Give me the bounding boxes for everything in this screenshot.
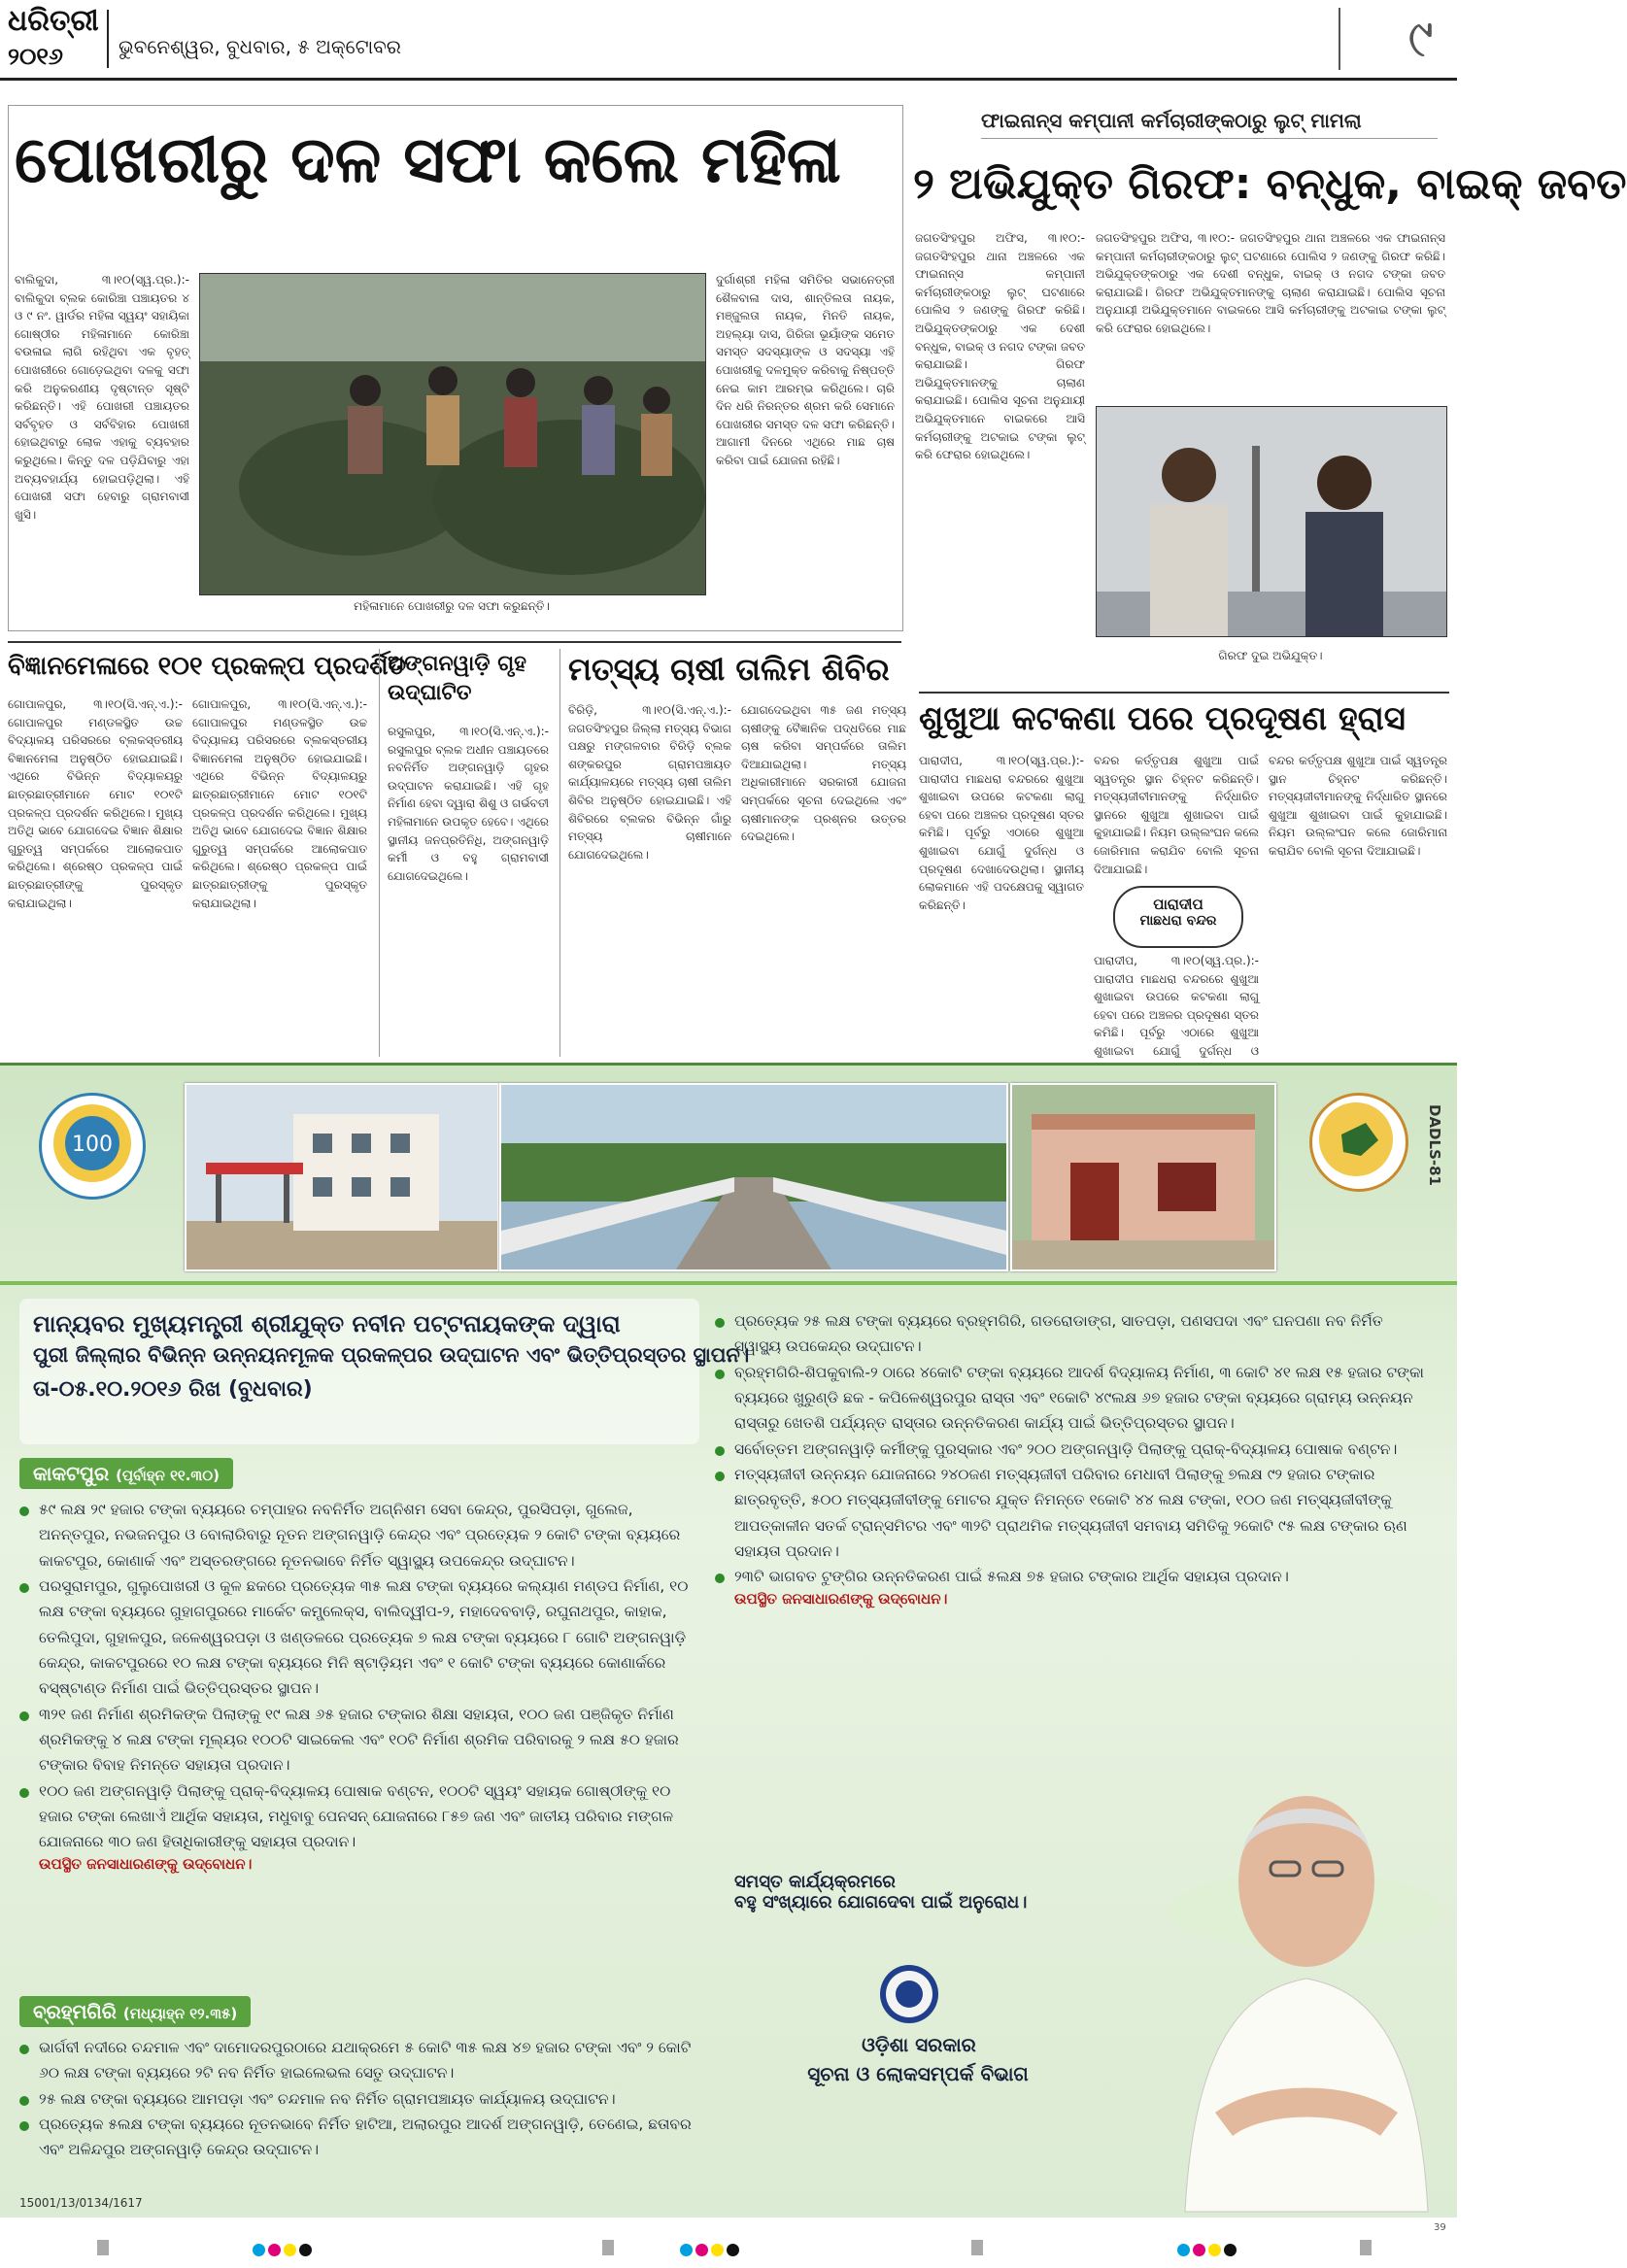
dateline: ଭୁବନେଶ୍ୱର, ବୁଧବାର, ୫ ଅକ୍ଟୋବର xyxy=(119,35,401,58)
accused-persons-image xyxy=(1097,407,1446,636)
health-centre-building-image xyxy=(186,1085,497,1269)
story-photo xyxy=(1096,406,1447,637)
ad-bullet-item xyxy=(19,1497,699,1574)
bullet-dot-icon xyxy=(715,1370,725,1379)
ad-section-kakatpur xyxy=(19,1458,699,1873)
ad-bullet-item xyxy=(715,1564,1434,1589)
story-headline: ଶୁଖୁଆ କଟକଣା ପରେ ପ୍ରଦୂଷଣ ହ୍ରାସ xyxy=(919,699,1406,738)
bridge-photo xyxy=(499,1083,1008,1271)
ad-bullet-item xyxy=(19,2086,699,2112)
pullquote-badge xyxy=(1113,886,1243,948)
section-place: ବ୍ରହ୍ମଗିରି xyxy=(33,2000,117,2023)
registration-mark xyxy=(97,2240,109,2255)
request-line2: ବହୁ ସଂଖ୍ୟାରେ ଯୋଗଦେବା ପାଇଁ ଅନୁରୋଧ। xyxy=(734,1892,1028,1913)
story-science-fair xyxy=(8,649,407,1057)
building-photo xyxy=(185,1083,499,1271)
story-headline: ପୋଖରୀରୁ ଦଳ ସଫା କଲେ ମହିଳା xyxy=(15,122,841,197)
ad-side-code: DADLS-81 xyxy=(1426,1104,1443,1186)
story-body-col2: ଗୋପାଳପୁର, ୩।୧୦(ସି.ଏନ୍.ଏ.):- ଗୋପାଳପୁର ମଣ୍ଡଳସ୍ଥିତ ଉଚ୍ଚ ବିଦ୍ୟାଳୟ ପରିସରରେ ବ୍ଲକସ୍ତରୀୟ ବିଜ୍ଞାନମେଳା ଅନୁଷ୍ଠିତ ହୋଇଯାଇଛି। ଏଥିରେ ବିଭିନ୍ନ ବିଦ୍ୟାଳୟରୁ ଛାତ୍ରଛାତ୍ରୀମାନେ ମୋଟ ୧୦୧ଟି ପ୍ରକଳ୍ପ ପ୍ରଦର୍ଶନ କରିଥିଲେ। ମୁଖ୍ୟ ଅତିଥି ଭାବେ ଯୋଗଦେଇ ବିଜ୍ଞାନ ଶିକ୍ଷାର ଗୁରୁତ୍ୱ ସମ୍ପର୍କରେ ଆଲୋକପାତ କରିଥିଲେ। ଶ୍ରେଷ୍ଠ ପ୍ରକଳ୍ପ ପାଇଁ ଛାତ୍ରଛାତ୍ରୀଙ୍କୁ ପୁରସ୍କୃତ କରାଯାଇଥିଲା। xyxy=(192,697,367,910)
story-headline: ମତ୍ସ୍ୟ ଚାଷୀ ତାଲିମ ଶିବିର xyxy=(568,651,890,688)
story-fish-farmer-training xyxy=(559,649,910,1057)
anganwadi-centre-image xyxy=(1012,1085,1274,1269)
section-heading xyxy=(19,1996,251,2027)
story-body-col1: ଗୋପାଳପୁର, ୩।୧୦(ସି.ଏନ୍.ଏ.):- ଗୋପାଳପୁର ମଣ୍ଡଳସ୍ଥିତ ଉଚ୍ଚ ବିଦ୍ୟାଳୟ ପରିସରରେ ବ୍ଲକସ୍ତରୀୟ ବିଜ୍ଞାନମେଳା ଅନୁଷ୍ଠିତ ହୋଇଯାଇଛି। ଏଥିରେ ବିଭିନ୍ନ ବିଦ୍ୟାଳୟରୁ ଛାତ୍ରଛାତ୍ରୀମାନେ ମୋଟ ୧୦୧ଟି ପ୍ରକଳ୍ପ ପ୍ରଦର୍ଶନ କରିଥିଲେ। ମୁଖ୍ୟ ଅତିଥି ଭାବେ ଯୋଗଦେଇ ବିଜ୍ଞାନ ଶିକ୍ଷାର ଗୁରୁତ୍ୱ ସମ୍ପର୍କରେ ଆଲୋକପାତ କରିଥିଲେ। ଶ୍ରେଷ୍ଠ ପ୍ରକଳ୍ପ ପାଇଁ ଛାତ୍ରଛାତ୍ରୀଙ୍କୁ ପୁରସ୍କୃତ କରାଯାଇଥିଲା। xyxy=(8,697,183,910)
bullet-text: ପ୍ରତ୍ୟେକ ୫ଲକ୍ଷ ଟଙ୍କା ବ୍ୟୟରେ ନୂତନଭାବେ ନିର୍ମିତ ହାଟିଆ, ଅଲାରପୁର ଆଦର୍ଶ ଅଙ୍ଗନୱାଡ଼ି, ତେଣେଇ, ଛତାବର ଏବଂ ଅଳିନ୍ଦପୁର ଅଙ୍ଗନୱାଡ଼ି କେନ୍ଦ୍ର ଉଦ୍‌ଘାଟନ। xyxy=(39,2116,692,2159)
bullet-dot-icon xyxy=(19,1583,29,1593)
section-place: କାକଟପୁର xyxy=(33,1462,110,1485)
story-headline-line2: ଉଦ୍‌ଘାଟିତ xyxy=(388,681,472,705)
newspaper-logo: ଧରିତ୍ରୀ xyxy=(8,4,99,38)
bullet-text: ଭାର୍ଗବୀ ନଦୀରେ ଚନ୍ଦମାଳ ଏବଂ ଦାମୋଦରପୁରଠାରେ ଯଥାକ୍ରମେ ୫ କୋଟି ୩୫ ଲକ୍ଷ ୪୭ ହଜାର ଟଙ୍କା ଏବଂ ୨ କୋଟି ୬୦ ଲକ୍ଷ ଟଙ୍କା ବ୍ୟୟରେ ୨ଟି ନବ ନିର୍ମିତ ହାଇଲେଭଲ ସେତୁ ଉଦ୍‌ଘାଟନ। xyxy=(39,2039,692,2082)
bullet-dot-icon xyxy=(19,2121,29,2131)
government-advertisement xyxy=(0,1063,1457,2217)
registration-mark xyxy=(602,2240,614,2255)
ad-title-box xyxy=(19,1299,750,1444)
masthead-divider xyxy=(107,10,109,68)
ad-bullet-item xyxy=(19,1778,699,1855)
bullet-dot-icon xyxy=(715,1318,725,1328)
odisha-govt-seal xyxy=(880,1965,938,2023)
story-anganwadi-inaugurated xyxy=(379,649,551,1057)
page-number-divider xyxy=(1339,8,1340,70)
section-time: (ପୂର୍ବାହ୍ନ ୧୧.୩୦) xyxy=(116,1467,220,1484)
bullet-text: ୩୨୧ ଜଣ ନିର୍ମାଣ ଶ୍ରମିକଙ୍କ ପିଲାଙ୍କୁ ୧୯ ଲକ୍ଷ ୬୫ ହଜାର ଟଙ୍କାର ଶିକ୍ଷା ସହାୟତା, ୧୦୦ ଜଣ ପଞ୍ଜିକୃତ ନିର୍ମାଣ ଶ୍ରମିକଙ୍କୁ ୪ ଲକ୍ଷ ଟଙ୍କା ମୂଲ୍ୟର ୧୦୦ଟି ସାଇକେଲ ଏବଂ ୧୦ଟି ନିର୍ମାଣ ଶ୍ରମିକ ପରିବାରକୁ ୨ ଲକ୍ଷ ୫୦ ହଜାର ଟଙ୍କାର ବିବାହ ନିମନ୍ତେ ସହାୟତା ପ୍ରଦାନ। xyxy=(39,1705,679,1775)
ad-bullet-item xyxy=(19,1702,699,1778)
centenary-emblem xyxy=(39,1093,146,1200)
bullet-text: ୨୩ଟି ଭାଗବତ ଟୁଙ୍ଗିର ଉନ୍ନତିକରଣ ପାଇଁ ୫ଲକ୍ଷ ୭୫ ହଜାର ଟଙ୍କାର ଆର୍ଥିକ ସହାୟତା ପ୍ରଦାନ। xyxy=(734,1568,1289,1586)
bullet-dot-icon xyxy=(19,1788,29,1798)
high-level-bridge-image xyxy=(501,1085,1006,1269)
story-photo xyxy=(199,273,706,595)
bullet-dot-icon xyxy=(19,1506,29,1516)
story-body: ଜଗତସିଂହପୁର ଅଫିସ, ୩।୧୦:- ଜଗତସିଂହପୁର ଥାନା ଅଞ୍ଚଳରେ ଏକ ଫାଇନାନ୍ସ କମ୍ପାନୀ କର୍ମଚାରୀଙ୍କଠାରୁ ଲୁଟ୍ ଘଟଣାରେ ପୋଲିସ ୨ ଜଣଙ୍କୁ ଗିରଫ କରିଛି। ଅଭିଯୁକ୍ତଙ୍କଠାରୁ ଏକ ଦେଶୀ ବନ୍ଧୁକ, ବାଇକ୍ ଓ ନଗଦ ଟଙ୍କା ଜବତ କରାଯାଇଛି। ଗିରଫ ଅଭିଯୁକ୍ତମାନଙ୍କୁ ଚାଲାଣ କରାଯାଇଛି। ପୋଲିସ ସୂଚନା ଅନୁଯାୟୀ ଅଭିଯୁକ୍ତମାନେ ବାଇକରେ ଆସି କର୍ମଚାରୀଙ୍କୁ ଅଟକାଇ ଟଙ୍କା ଲୁଟ୍ କରି ଫେରାର ହୋଇଥିଲେ। xyxy=(915,231,1085,462)
story-pollution-reduced xyxy=(919,692,1449,1059)
pullquote-line1: ପାରାଦୀପ xyxy=(1153,896,1203,913)
section-closing: ଉପସ୍ଥିତ ଜନସାଧାରଣଙ୍କୁ ଉଦ୍‌ବୋଧନ। xyxy=(39,1854,253,1873)
bullet-text: ପରସୁରାମପୁର, ଗୁଲୁପୋଖରୀ ଓ କୁଳ ଛକରେ ପ୍ରତ୍ୟେକ ୩୫ ଲକ୍ଷ ଟଙ୍କା ବ୍ୟୟରେ କଲ୍ୟାଣ ମଣ୍ଡପ ନିର୍ମାଣ, ୧୦ ଲକ୍ଷ ଟଙ୍କା ବ୍ୟୟରେ ଗୁହାଗପୁରରେ ମାର୍କେଟ କମ୍ପ୍ଲେକ୍ସ, ବାଲିଦ୍ୱୀପ-୨, ମହାଦେବବାଡ଼ି, ରଘୁନାଥପୁର, କାହାକ, ତେଲିପୁଦା, ଗୁହାଳପୁର, ଜଳେଶ୍ୱରପଡ଼ା ଓ ଖଣ୍ଡଳରେ ପ୍ରତ୍ୟେକ ୭ ଲକ୍ଷ ଟଙ୍କା ବ୍ୟୟରେ ୮ ଗୋଟି ଅଙ୍ଗନୱାଡ଼ି କେନ୍ଦ୍ର, କାକଟପୁରରେ ୧୦ ଲକ୍ଷ ଟଙ୍କା ବ୍ୟୟରେ ମିନି ଷ୍ଟାଡ଼ିୟମ ଏବଂ ୧ କୋଟି ଟଙ୍କା ବ୍ୟୟରେ କୋଣାର୍କରେ ବସ୍‌ଷ୍ଟାଣ୍ଡ ନିର୍ମାଣ ପାଇଁ ଭିତ୍ତିପ୍ରସ୍ତର ସ୍ଥାପନ। xyxy=(39,1577,689,1698)
story-body-col1: ବିରିଡ଼ି, ୩।୧୦(ସି.ଏନ୍.ଏ.):- ଜଗତସିଂହପୁର ଜିଲ୍ଲା ମତ୍ସ୍ୟ ବିଭାଗ ପକ୍ଷରୁ ମଙ୍ଗଳବାର ବିରିଡ଼ି ବ୍ଲକ ଶଙ୍କରପୁର ଗ୍ରାମପଞ୍ଚାୟତ କାର୍ଯ୍ୟାଳୟରେ ମତ୍ସ୍ୟ ଚାଷୀ ତାଲିମ ଶିବିର ଅନୁଷ୍ଠିତ ହୋଇଯାଇଛି। ଏହି ଶିବିରରେ ବ୍ଲକର ବିଭିନ୍ନ ଗାଁରୁ ମତ୍ସ୍ୟ ଚାଷୀମାନେ ଯୋଗଦେଇଥିଲେ। xyxy=(568,703,731,862)
bullet-text: ସର୍ବୋତ୍ତମ ଅଙ୍ଗନୱାଡ଼ି କର୍ମୀଙ୍କୁ ପୁରସ୍କାର ଏବଂ ୨୦୦ ଅଙ୍ଗନୱାଡ଼ି ପିଲାଙ୍କୁ ପ୍ରାକ୍-ବିଦ୍ୟାଳୟ ପୋଷାକ ବଣ୍ଟନ। xyxy=(734,1439,1398,1458)
bullet-dot-icon xyxy=(715,1574,725,1583)
section-time: (ମଧ୍ୟାହ୍ନ ୧୨.୩୫) xyxy=(122,2005,238,2022)
bullet-text: ୨୫ ଲକ୍ଷ ଟଙ୍କା ବ୍ୟୟରେ ଆମପଡ଼ା ଏବଂ ଚନ୍ଦମାଳ ନବ ନିର୍ମିତ ଗ୍ରାମପଞ୍ଚାୟତ କାର୍ଯ୍ୟାଳୟ ଉଦ୍‌ଘାଟନ। xyxy=(39,2089,616,2108)
story-pond-cleanup xyxy=(8,105,903,631)
women-cleaning-pond-image xyxy=(200,274,705,594)
bullet-text: ୧୦୦ ଜଣ ଅଙ୍ଗନୱାଡ଼ି ପିଲାଙ୍କୁ ପ୍ରାକ୍-ବିଦ୍ୟାଳୟ ପୋଷାକ ବଣ୍ଟନ, ୧୦୦ଟି ସ୍ୱୟଂ ସହାୟକ ଗୋଷ୍ଠୀଙ୍କୁ ୧୦ ହଜାର ଟଙ୍କା ଲେଖାଏଁ ଆର୍ଥିକ ସହାୟତା, ମଧୁବାବୁ ପେନସନ୍ ଯୋଜନାରେ ୮୫୭ ଜଣ ଏବଂ ଜାତୀୟ ପରିବାର ମଙ୍ଗଳ ଯୋଜନାରେ ୩୦ ଜଣ ହିତାଧିକାରୀଙ୍କୁ ସହାୟତା ପ୍ରଦାନ। xyxy=(39,1781,674,1851)
anganwadi-photo xyxy=(1010,1083,1276,1271)
story-body-continued: ଜଗତସିଂହପୁର ଅଫିସ, ୩।୧୦:- ଜଗତସିଂହପୁର ଥାନା ଅଞ୍ଚଳରେ ଏକ ଫାଇନାନ୍ସ କମ୍ପାନୀ କର୍ମଚାରୀଙ୍କଠାରୁ ଲୁଟ୍ ଘଟଣାରେ ପୋଲିସ ୨ ଜଣଙ୍କୁ ଗିରଫ କରିଛି। ଅଭିଯୁକ୍ତଙ୍କଠାରୁ ଏକ ଦେଶୀ ବନ୍ଧୁକ, ବାଇକ୍ ଓ ନଗଦ ଟଙ୍କା ଜବତ କରାଯାଇଛି। ଗିରଫ ଅଭିଯୁକ୍ତମାନଙ୍କୁ ଚାଲାଣ କରାଯାଇଛି। ପୋଲିସ ସୂଚନା ଅନୁଯାୟୀ ଅଭିଯୁକ୍ତମାନେ ବାଇକରେ ଆସି କର୍ମଚାରୀଙ୍କୁ ଅଟକାଇ ଟଙ୍କା ଲୁଟ୍ କରି ଫେରାର ହୋଇଥିଲେ। xyxy=(1096,231,1445,335)
section-divider xyxy=(8,641,901,643)
section-bullet-list xyxy=(19,1497,699,1855)
ad-bullet-item xyxy=(19,2112,699,2163)
page-marker: 39 xyxy=(1434,2222,1446,2233)
bullet-text: ପ୍ରତ୍ୟେକ ୨୫ ଲକ୍ଷ ଟଙ୍କା ବ୍ୟୟରେ ବ୍ରହ୍ମଗିରି, ଗଡରୋଡାଙ୍ଗ, ସାତପଡ଼ା, ପଣସପଦା ଏବଂ ଘନପଣା ନବ ନିର୍ମିତ ସ୍ୱାସ୍ଥ୍ୟ ଉପକେନ୍ଦ୍ର ଉଦ୍‌ଘାଟନ। xyxy=(734,1312,1383,1356)
section-bullet-list xyxy=(715,1308,1434,1590)
photo-caption: ମହିଳାମାନେ ପୋଖରୀରୁ ଦଳ ସଫା କରୁଛନ୍ତି। xyxy=(354,599,550,613)
ad-bullet-item xyxy=(19,1574,699,1702)
emblem-icon xyxy=(45,1096,140,1191)
bullet-dot-icon xyxy=(19,1711,29,1721)
ad-section-brahmagiri-continued xyxy=(715,1308,1434,1608)
request-line1: ସମସ୍ତ କାର୍ଯ୍ୟକ୍ରମରେ xyxy=(734,1872,896,1892)
story-headline-line1: ଅଙ୍ଗନୱାଡ଼ି ଗୃହ xyxy=(388,652,526,676)
story-headline: ୨ ଅଭିଯୁକ୍ତ ଗିରଫ: ବନ୍ଧୁକ, ବାଇକ୍ ଜବତ xyxy=(913,159,1627,209)
story-kicker: ଫାଇନାନ୍ସ କମ୍ପାନୀ କର୍ମଚାରୀଙ୍କଠାରୁ ଲୁଟ୍ ମାମଲା xyxy=(981,109,1438,139)
story-body-col2: ଦୁର୍ଗାଶ୍ରୀ ମହିଳା ସମିତିର ସଭାନେତ୍ରୀ ଶୈଳବାଳା ଦାସ, ଶାନ୍ତିଲତା ନାୟକ, ମଞ୍ଜୁଲତା ନାୟକ, ମିନତି ନାୟକ, ଅହଲ୍ୟା ଦାସ, ଗିରିଜା ଭୂୟାଁଙ୍କ ସମେତ ସମସ୍ତ ସଦସ୍ୟାଙ୍କ ଓ ସଦସ୍ୟା ଏହି ପୋଖରୀକୁ ଦଳମୁକ୍ତ କରିବାକୁ ନିଷ୍ପତ୍ତି ନେଇ କାମ ଆରମ୍ଭ କରିଥିଲେ। ଚାରି ଦିନ ଧରି ନିରନ୍ତର ଶ୍ରମ କରି ସେମାନେ ପୋଖରୀର ସମସ୍ତ ଦଳ ସଫା କରିଛନ୍ତି। ଆଗାମୀ ଦିନରେ ଏଥିରେ ମାଛ ଚାଷ କରିବା ପାଇଁ ଯୋଜନା ରହିଛି। xyxy=(716,273,895,467)
cmyk-marks xyxy=(1177,2242,1239,2260)
section-heading xyxy=(19,1458,233,1489)
ad-bullet-item xyxy=(715,1308,1434,1360)
portrait-image xyxy=(1166,1707,1447,2212)
odisha-map-emblem-icon xyxy=(1312,1096,1400,1183)
page-number: ୯ xyxy=(1407,8,1434,69)
ad-reference-code: 15001/13/0134/1617 xyxy=(19,2196,143,2210)
masthead xyxy=(0,0,1457,81)
svg-text:100: 100 xyxy=(72,1133,113,1157)
bullet-dot-icon xyxy=(19,2096,29,2106)
ad-date: ତା-୦୫.୧୦.୨୦୧୬ ରିଖ (ବୁଧବାର) xyxy=(33,1377,313,1402)
ad-request xyxy=(734,1872,1162,1913)
section-bullet-list xyxy=(19,2035,699,2163)
story-headline: ବିଜ୍ଞାନମେଳାରେ ୧୦୧ ପ୍ରକଳ୍ପ ପ୍ରଦର୍ଶିତ xyxy=(8,652,407,681)
ad-bullet-item xyxy=(715,1437,1434,1462)
print-footer xyxy=(0,2218,1457,2268)
cmyk-marks xyxy=(680,2242,742,2260)
govt-line2: ସୂଚନା ଓ ଲୋକସମ୍ପର୍କ ବିଭାଗ xyxy=(807,2062,1029,2085)
ad-section-brahmagiri xyxy=(19,1996,699,2163)
story-body-col3: ବନ୍ଦର କର୍ତ୍ତୃପକ୍ଷ ଶୁଖୁଆ ପାଇଁ ସ୍ୱତନ୍ତ୍ର ସ୍ଥାନ ଚିହ୍ନଟ କରିଛନ୍ତି। ମତ୍ସ୍ୟଜୀବୀମାନଙ୍କୁ ନିର୍ଦ୍ଧାରିତ ସ୍ଥାନରେ ଶୁଖୁଆ ଶୁଖାଇବା ପାଇଁ କୁହାଯାଇଛି। ନିୟମ ଉଲ୍ଲଂଘନ କଲେ ଜୋରିମାନା କରାଯିବ ବୋଲି ସୂଚନା ଦିଆଯାଇଛି। xyxy=(1269,754,1447,858)
story-body-col2: ଯୋଗଦେଇଥିବା ୩୫ ଜଣ ମତ୍ସ୍ୟ ଚାଷୀଙ୍କୁ ବୈଜ୍ଞାନିକ ପଦ୍ଧତିରେ ମାଛ ଚାଷ କରିବା ସମ୍ପର୍କରେ ତାଲିମ ଦିଆଯାଇଥିଲା। ମତ୍ସ୍ୟ ଅଧିକାରୀମାନେ ସରକାରୀ ଯୋଜନା ସମ୍ପର୍କରେ ସୂଚନା ଦେଇଥିଲେ ଏବଂ ଚାଷୀମାନଙ୍କ ପ୍ରଶ୍ନର ଉତ୍ତର ଦେଇଥିଲେ। xyxy=(741,703,906,844)
seal-icon xyxy=(880,1965,938,2023)
story-body-col1: ପାରାଦୀପ, ୩।୧୦(ସ୍ୱ.ପ୍ର.):- ପାରାଦୀପ ମାଛଧରା ବନ୍ଦରରେ ଶୁଖୁଆ ଶୁଖାଇବା ଉପରେ କଟକଣା ଲାଗୁ ହେବା ପରେ ଅଞ୍ଚଳର ପ୍ରଦୂଷଣ ସ୍ତର କମିଛି। ପୂର୍ବରୁ ଏଠାରେ ଶୁଖୁଆ ଶୁଖାଇବା ଯୋଗୁଁ ଦୁର୍ଗନ୍ଧ ଓ ପ୍ରଦୂଷଣ ଦେଖାଦେଉଥିଲା। ସ୍ଥାନୀୟ ଲୋକମାନେ ଏହି ପଦକ୍ଷେପକୁ ସ୍ୱାଗତ କରିଛନ୍ତି। xyxy=(919,754,1084,912)
section-closing: ଉପସ୍ଥିତ ଜନସାଧାରଣଙ୍କୁ ଉଦ୍‌ବୋଧନ। xyxy=(734,1589,948,1608)
masthead-year: ୨୦୧୬ xyxy=(8,43,63,70)
bullet-dot-icon xyxy=(715,1472,725,1481)
ad-bullet-item xyxy=(715,1360,1434,1437)
ad-title-line1: ମାନ୍ୟବର ମୁଖ୍ୟମନ୍ତ୍ରୀ ଶ୍ରୀଯୁକ୍ତ ନବୀନ ପଟ୍ଟନାୟକଙ୍କ ଦ୍ୱାରା xyxy=(33,1310,621,1337)
pullquote-line2: ମାଛଧରା ବନ୍ଦର xyxy=(1139,913,1217,929)
story-body-col2: ବନ୍ଦର କର୍ତ୍ତୃପକ୍ଷ ଶୁଖୁଆ ପାଇଁ ସ୍ୱତନ୍ତ୍ର ସ୍ଥାନ ଚିହ୍ନଟ କରିଛନ୍ତି। ମତ୍ସ୍ୟଜୀବୀମାନଙ୍କୁ ନିର୍ଦ୍ଧାରିତ ସ୍ଥାନରେ ଶୁଖୁଆ ଶୁଖାଇବା ପାଇଁ କୁହାଯାଇଛି। ନିୟମ ଉଲ୍ଲଂଘନ କଲେ ଜୋରିମାନା କରାଯିବ ବୋଲି ସୂଚନା ଦିଆଯାଇଛି। xyxy=(1094,754,1259,876)
cmyk-marks xyxy=(253,2242,315,2260)
bullet-dot-icon xyxy=(715,1446,725,1456)
registration-mark xyxy=(971,2240,983,2255)
chief-minister-portrait xyxy=(1166,1707,1447,2212)
bullet-text: ବ୍ରହ୍ମଗିରି-ଶିପକୁବାଲି-୨ ଠାରେ ୪କୋଟି ଟଙ୍କା ବ୍ୟୟରେ ଆଦର୍ଶ ବିଦ୍ୟାଳୟ ନିର୍ମାଣ, ୩ କୋଟି ୪୧ ଲକ୍ଷ ୧୫ ହଜାର ଟଙ୍କା ବ୍ୟୟରେ ଖୁରୁଣ୍ଡି ଛକ - କପିଳେଶ୍ୱରପୁର ରାସ୍ତା ଏବଂ ୧କୋଟି ୪୯ଲକ୍ଷ ୬୭ ହଜାର ଟଙ୍କା ବ୍ୟୟରେ ଗ୍ରାମ୍ୟ ଉନ୍ନୟନ ରାସ୍ତାରୁ ଖେତଶି ପର୍ଯ୍ୟନ୍ତ ରାସ୍ତାର ଉନ୍ନତିକରଣ କାର୍ଯ୍ୟ ପାଇଁ ଭିତ୍ତିପ୍ରସ୍ତର ସ୍ଥାପନ। xyxy=(734,1363,1424,1433)
bullet-dot-icon xyxy=(19,2045,29,2054)
story-body-col2-cont: ପାରାଦୀପ, ୩।୧୦(ସ୍ୱ.ପ୍ର.):- ପାରାଦୀପ ମାଛଧରା ବନ୍ଦରରେ ଶୁଖୁଆ ଶୁଖାଇବା ଉପରେ କଟକଣା ଲାଗୁ ହେବା ପରେ ଅଞ୍ଚଳର ପ୍ରଦୂଷଣ ସ୍ତର କମିଛି। ପୂର୍ବରୁ ଏଠାରେ ଶୁଖୁଆ ଶୁଖାଇବା ଯୋଗୁଁ ଦୁର୍ଗନ୍ଧ ଓ xyxy=(1094,954,1259,1058)
story-body: ରସୁଲପୁର, ୩।୧୦(ସି.ଏନ୍.ଏ.):- ରସୁଲପୁର ବ୍ଲକ ଅଧୀନ ପଞ୍ଚାୟତରେ ନବନିର୍ମିତ ଅଙ୍ଗନୱାଡ଼ି ଗୃହର ଉଦ୍‌ଘାଟନ କରାଯାଇଛି। ଏହି ଗୃହ ନିର୍ମାଣ ହେବା ଦ୍ୱାରା ଶିଶୁ ଓ ଗର୍ଭବତୀ ମହିଳାମାନେ ଉପକୃତ ହେବେ। ଏଥିରେ ସ୍ଥାନୀୟ ଜନପ୍ରତିନିଧି, ଅଙ୍ଗନୱାଡ଼ି କର୍ମୀ ଓ ବହୁ ଗ୍ରାମବାସୀ ଯୋଗଦେଇଥିଲେ। xyxy=(388,725,549,883)
story-robbery-arrest xyxy=(913,105,1627,670)
registration-mark xyxy=(1360,2240,1372,2255)
photo-caption: ଗିରଫ ଦୁଇ ଅଭିଯୁକ୍ତ। xyxy=(1218,649,1323,662)
bullet-text: ମତ୍ସ୍ୟଜୀବୀ ଉନ୍ନୟନ ଯୋଜନାରେ ୨୪୦ଜଣ ମତ୍ସ୍ୟଜୀବୀ ପରିବାର ମେଧାବୀ ପିଲାଙ୍କୁ ୭ଲକ୍ଷ ୯୨ ହଜାର ଟଙ୍କାର ଛାତ୍ରବୃତ୍ତି, ୫୦୦ ମତ୍ସ୍ୟଜୀବୀଙ୍କୁ ମୋଟର ଯୁକ୍ତ ନିମନ୍ତେ ୧କୋଟି ୪୪ ଲକ୍ଷ ଟଙ୍କା, ୧୦୦ ଜଣ ମତ୍ସ୍ୟଜୀବୀଙ୍କୁ ଆପତ୍‌କାଳୀନ ସତର୍କ ଟ୍ରାନ୍ସମିଟର ଏବଂ ୩୨ଟି ପ୍ରାଥମିକ ମତ୍ସ୍ୟଜୀବୀ ସମବାୟ ସମିତିକୁ ୨କୋଟି ୯୫ ଲକ୍ଷ ଟଙ୍କାର ଋଣ ସହାୟତା ପ୍ରଦାନ। xyxy=(734,1466,1407,1561)
story-body-col1: ବାଲିକୁଦା, ୩।୧୦(ସ୍ୱ.ପ୍ର.):- ବାଲିକୁଦା ବ୍ଲକ କୋରିଞ୍ଚା ପଞ୍ଚାୟତର ୪ ଓ ୯ ନଂ. ୱାର୍ଡର ମହିଳା ସ୍ୱୟଂ ସହାୟିକା ଗୋଷ୍ଠୀର ମହିଳାମାନେ କୋରିଞ୍ଚା ବଉଳାଇ ଲାଗି ରହିଥିବା ଏକ ବୃହତ୍ ପୋଖରୀରେ ଗୋଡ଼େଇଥିବା ଦଳକୁ ସଫା କରି ଅନୁକରଣୀୟ ଦୃଷ୍ଟାନ୍ତ ସୃଷ୍ଟି କରିଛନ୍ତି। ଏହି ପୋଖରୀ ପଞ୍ଚାୟତର ସର୍ବବୃହତ ଓ ସର୍ବବିହାର ପୋଖରୀ ହୋଇଥିବାରୁ ଲୋକ ଏହାକୁ ବ୍ୟବହାର କରୁଥିଲେ। କିନ୍ତୁ ଦଳ ପଡ଼ିଯିବାରୁ ଏହା ଅବ୍ୟବହାର୍ଯ୍ୟ ହୋଇପଡ଼ିଥିଲା। ଏହି ପୋଖରୀ ସଫା ହେବାରୁ ଗ୍ରାମବାସୀ ଖୁସି। xyxy=(15,273,189,522)
ad-bullet-item xyxy=(19,2035,699,2086)
govt-line1: ଓଡ଼ିଶା ସରକାର xyxy=(862,2033,976,2056)
ad-bullet-item xyxy=(715,1462,1434,1564)
ad-separator xyxy=(0,1281,1457,1285)
ad-title-line2: ପୁରୀ ଜିଲ୍ଲାର ବିଭିନ୍ନ ଉନ୍ନୟନମୂଳକ ପ୍ରକଳ୍ପର ଉଦ୍‌ଘାଟନ ଏବଂ ଭିତ୍ତିପ୍ରସ୍ତର ସ୍ଥାପନ। xyxy=(33,1343,750,1367)
odisha-emblem xyxy=(1309,1093,1408,1192)
bullet-text: ୫୯ ଲକ୍ଷ ୨୯ ହଜାର ଟଙ୍କା ବ୍ୟୟରେ ଚମ୍ପାହର ନବନିର୍ମିତ ଅଗ୍ନିଶମ ସେବା କେନ୍ଦ୍ର, ପୁରସିପଡ଼ା, ଗୁଲେଜ, ଅନନ୍ତପୁର, ନଭଜନପୁର ଓ ବୋଲାରିବାରୁ ନୂତନ ଅଙ୍ଗନୱାଡ଼ି କେନ୍ଦ୍ର ଏବଂ ପ୍ରତ୍ୟେକ ୨ କୋଟି ଟଙ୍କା ବ୍ୟୟରେ କାକଟପୁର, କୋଣାର୍କ ଏବଂ ଅସ୍ତରଙ୍ଗରେ ନୂତନଭାବେ ନିର୍ମିତ ସ୍ୱାସ୍ଥ୍ୟ ଉପକେନ୍ଦ୍ର ଉଦ୍‌ଘାଟନ। xyxy=(39,1501,681,1570)
